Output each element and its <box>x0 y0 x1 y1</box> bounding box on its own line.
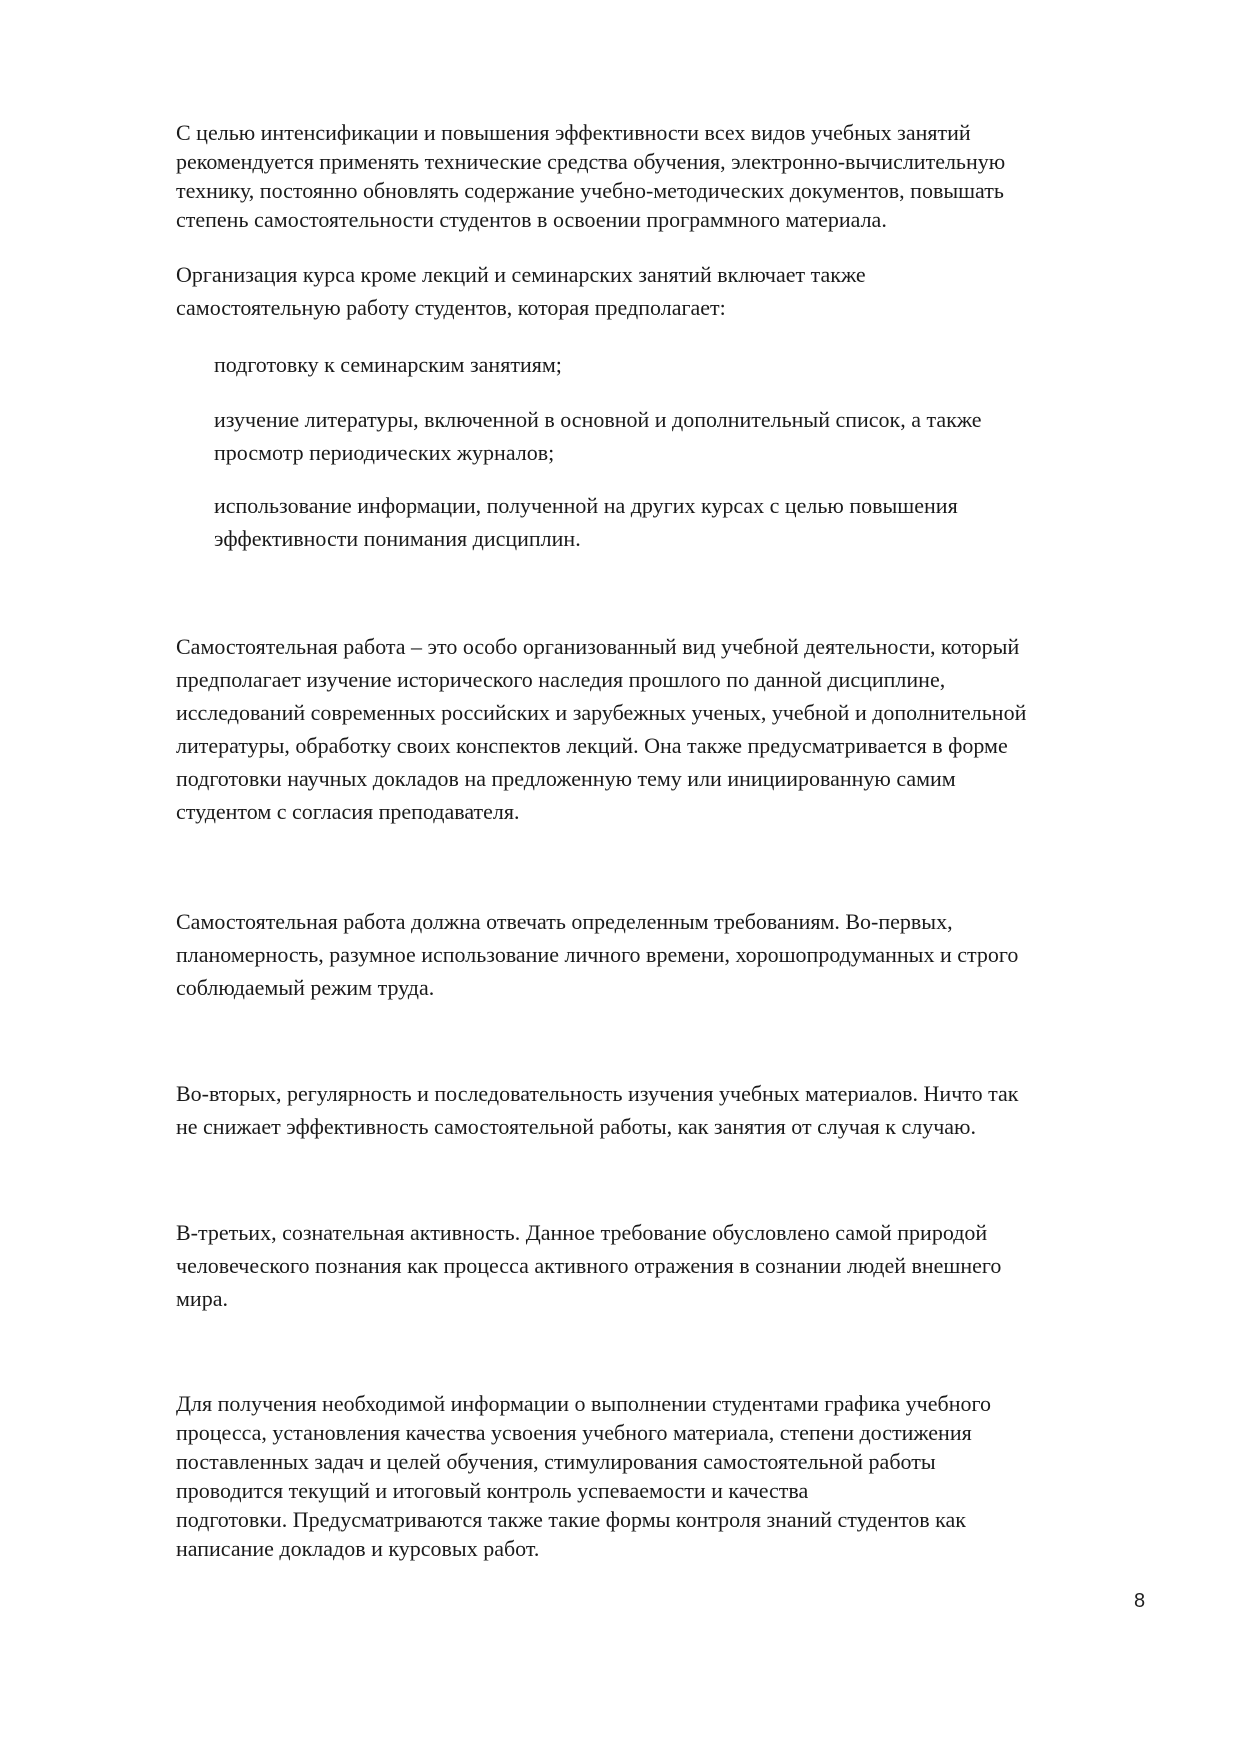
page-number: 8 <box>1134 1590 1146 1612</box>
paragraph-requirements-third: В-третьих, сознательная активность. Данное требование обусловлено самой природой человеческого познания как процесса активного отражения в сознании людей внешнего мира. <box>176 1220 1002 1311</box>
paragraph-independent-work-definition: Самостоятельная работа – это особо организованный вид учебной деятельности, который предполагает изучение исторического наследия прошлого по данной дисциплине, исследований современных российских и зарубежных ученых, учебной и дополнительной литературы, обработку своих конспектов лекций. Она также предусматривается в форме подготовки научных докладов на предложенную тему или инициированную самим студентом с согласия преподавателя. <box>176 634 1027 824</box>
paragraph-progress-control: Для получения необходимой информации о выполнении студентами графика учебного процесса, установления качества усвоения учебного материала, степени достижения поставленных задач и целей обучения, стимулирования самостоятельной работы проводится текущий и итоговый контроль успеваемости и качества подготовки. Предусматриваются также такие формы контроля знаний студентов как написание докладов и курсовых работ. <box>176 1391 991 1561</box>
paragraph-course-organization: Организация курса кроме лекций и семинарских занятий включает также самостоятельную работу студентов, которая предполагает: <box>176 262 866 320</box>
list-item-literature-study: изучение литературы, включенной в основной и дополнительный список, а также просмотр периодических журналов; <box>214 407 982 465</box>
paragraph-requirements-second: Во-вторых, регулярность и последовательность изучения учебных материалов. Ничто так не снижает эффективность самостоятельной работы, как занятия от случая к случаю. <box>176 1081 1019 1139</box>
list-item-information-use: использование информации, полученной на других курсах с целью повышения эффективности понимания дисциплин. <box>214 493 958 551</box>
paragraph-requirements-first: Самостоятельная работа должна отвечать определенным требованиям. Во-первых, планомерность, разумное использование личного времени, хорошопродуманных и строго соблюдаемый режим труда. <box>176 909 1019 1000</box>
paragraph-intensification: С целью интенсификации и повышения эффективности всех видов учебных занятий рекомендуется применять технические средства обучения, электронно-вычислительную технику, постоянно обновлять содержание учебно-методических документов, повышать степень самостоятельности студентов в освоении программного материала. <box>176 120 1006 232</box>
list-item-seminar-preparation: подготовку к семинарским занятиям; <box>214 352 562 377</box>
